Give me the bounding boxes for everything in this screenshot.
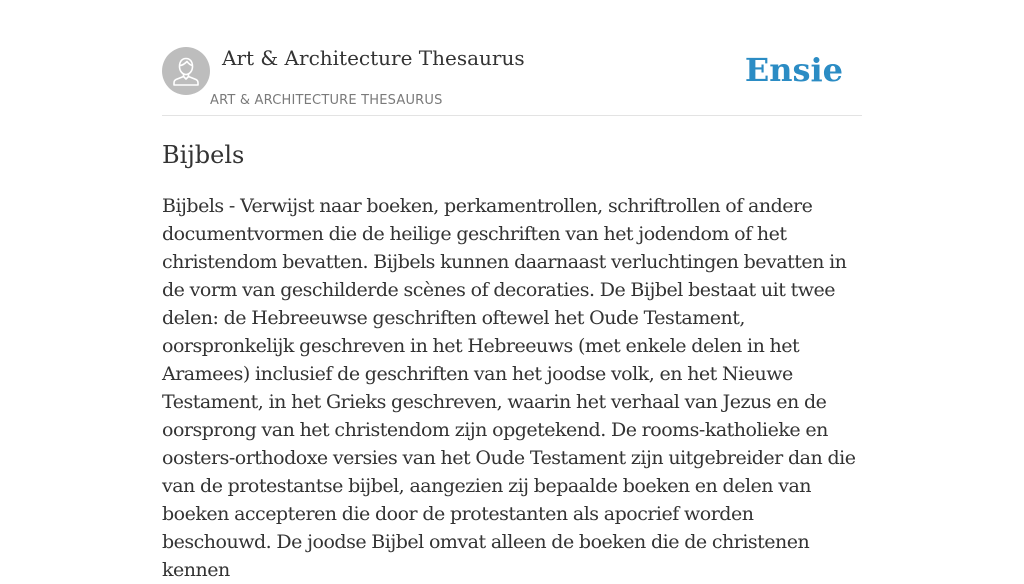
user-avatar-icon[interactable]: [162, 47, 210, 95]
ensie-logo[interactable]: Ensie: [744, 51, 843, 89]
header-divider: [162, 115, 862, 116]
entry-title: Bijbels: [162, 141, 245, 169]
header-subtitle[interactable]: ART & ARCHITECTURE THESAURUS: [210, 93, 443, 108]
person-outline-icon: [162, 47, 210, 95]
header-title[interactable]: Art & Architecture Thesaurus: [222, 46, 525, 70]
entry-body: Bijbels - Verwijst naar boeken, perkamentrollen, schriftrollen of andere documentvormen die de heilige geschriften van het jodendom of het christendom bevatten. Bijbels kunnen daarnaast verluchtingen bevatten in de vorm van geschilderde scènes of decoraties. De Bijbel bestaat uit twee delen: de Hebreeuwse geschriften oftewel het Oude Testament, oorspronkelijk geschreven in het Hebreeuws (met enkele delen in het Aramees) inclusief de geschriften van het joodse volk, en het Nieuwe Testament, in het Grieks geschreven, waarin het verhaal van Jezus en de oorsprong van het christendom zijn opgetekend. De rooms-katholieke en oosters-orthodoxe versies van het Oude Testament zijn uitgebreider dan die van de protestantse bijbel, aangezien zij bepaalde boeken en delen van boeken accepteren die door de protestanten als apocrief worden beschouwd. De joodse Bijbel omvat alleen de boeken die de christenen kennen: [162, 195, 856, 581]
